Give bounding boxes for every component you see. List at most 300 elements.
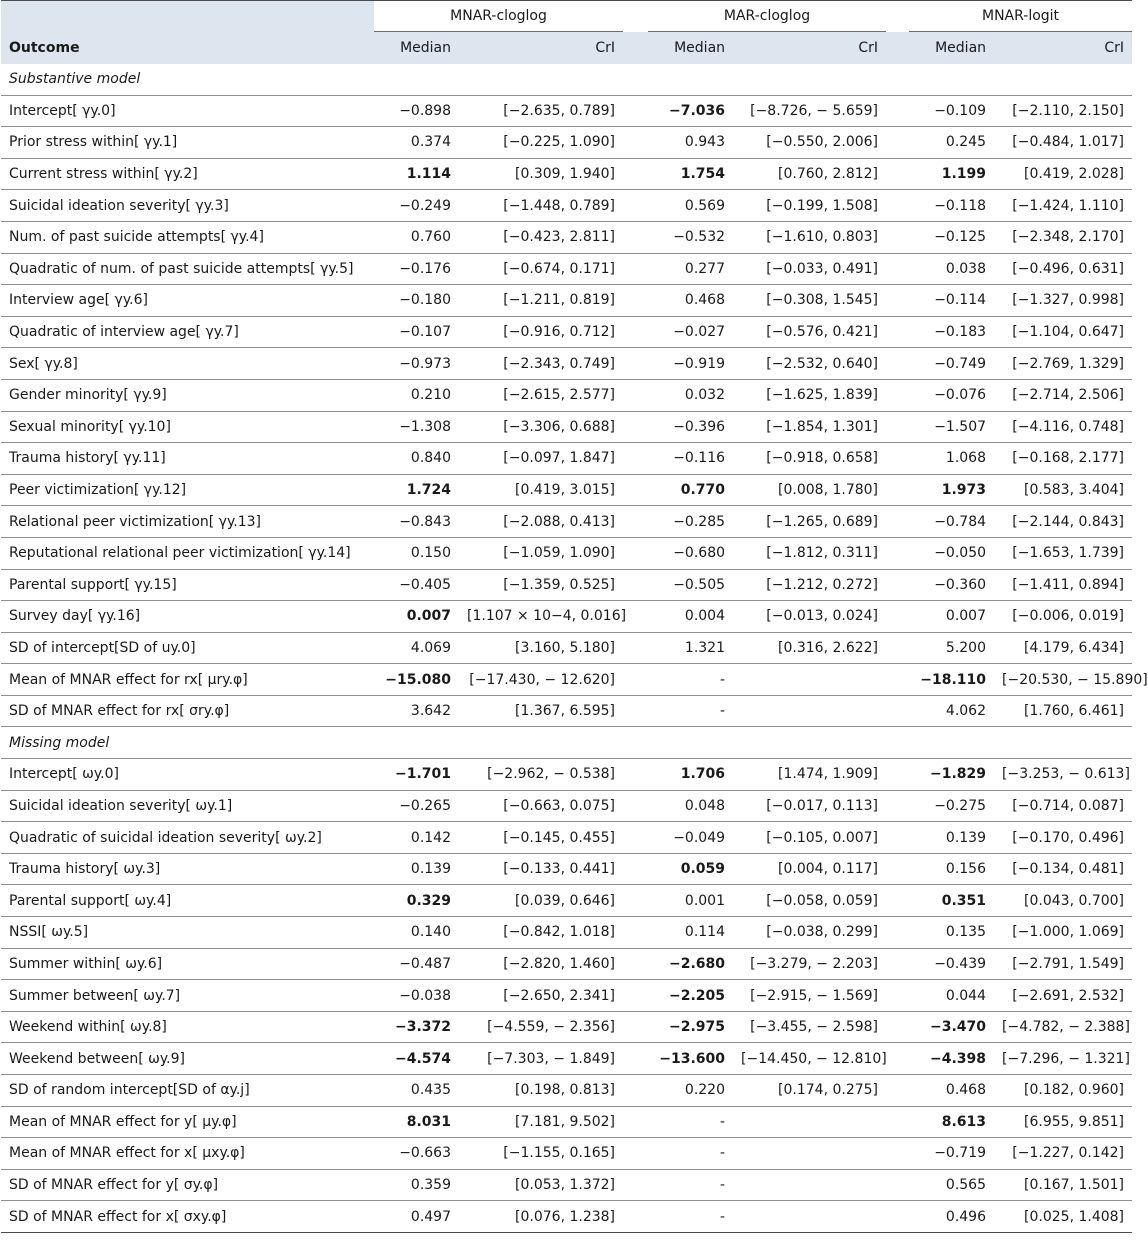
credible-interval: [0.419, 3.015] bbox=[515, 482, 616, 499]
median-value: −0.680 bbox=[673, 545, 726, 562]
parameter-label: NSSI[ ωy.5] bbox=[9, 924, 89, 941]
section-title: Substantive model bbox=[9, 71, 141, 88]
median-value: 0.139 bbox=[410, 861, 451, 878]
parameter-label: SD of MNAR effect for rx[ σry.φ] bbox=[9, 703, 230, 720]
column-spacer bbox=[623, 1169, 648, 1201]
parameter-label: Weekend within[ ωy.8] bbox=[9, 1019, 167, 1036]
column-spacer bbox=[623, 1138, 648, 1170]
credible-interval: [0.076, 1.238] bbox=[515, 1208, 616, 1225]
median-value: 1.321 bbox=[684, 639, 726, 656]
table-row bbox=[1, 695, 1132, 727]
median-value: 0.468 bbox=[684, 292, 726, 309]
credible-interval: [4.179, 6.434] bbox=[1024, 639, 1125, 656]
credible-interval: [−20.530, − 15.890] bbox=[1002, 671, 1148, 688]
credible-interval: [1.107 × 10−4, 0.016] bbox=[467, 608, 627, 625]
credible-interval: [0.309, 1.940] bbox=[515, 166, 616, 183]
column-spacer bbox=[886, 790, 909, 822]
median-value: 0.140 bbox=[410, 924, 451, 941]
parameter-label: Suicidal ideation severity[ γy.3] bbox=[9, 197, 229, 214]
credible-interval: [0.025, 1.408] bbox=[1024, 1208, 1125, 1225]
credible-interval: [−0.308, 1.545] bbox=[766, 292, 879, 309]
median-value: −0.265 bbox=[399, 797, 451, 814]
credible-interval: [−0.714, 0.087] bbox=[1012, 797, 1125, 814]
median-value: 5.200 bbox=[945, 639, 987, 656]
column-spacer bbox=[886, 1138, 909, 1170]
credible-interval: [−1.155, 0.165] bbox=[503, 1145, 616, 1162]
credible-interval: [−0.006, 0.019] bbox=[1012, 608, 1125, 625]
table-row bbox=[1, 1043, 1132, 1075]
median-value: 0.114 bbox=[684, 924, 726, 941]
credible-interval: [−0.496, 0.631] bbox=[1012, 260, 1125, 277]
credible-interval: [−2.635, 0.789] bbox=[503, 102, 616, 119]
column-spacer bbox=[623, 190, 648, 222]
table-row bbox=[1, 1075, 1132, 1107]
column-spacer bbox=[623, 917, 648, 949]
column-spacer bbox=[623, 1201, 648, 1233]
median-value: 0.496 bbox=[945, 1208, 987, 1225]
median-value: −3.470 bbox=[930, 1019, 987, 1036]
column-spacer bbox=[623, 1106, 648, 1138]
credible-interval: [−2.820, 1.460] bbox=[503, 955, 616, 972]
credible-interval: [−1.212, 0.272] bbox=[766, 576, 879, 593]
median-value: −0.038 bbox=[399, 987, 451, 1004]
credible-interval: [−7.303, − 1.849] bbox=[487, 1050, 616, 1067]
credible-interval: [−4.116, 0.748] bbox=[1012, 418, 1125, 435]
median-value: −0.118 bbox=[934, 197, 987, 214]
median-value: 0.760 bbox=[410, 229, 451, 246]
credible-interval: [0.316, 2.622] bbox=[778, 639, 879, 656]
credible-interval: [−3.455, − 2.598] bbox=[750, 1019, 879, 1036]
credible-interval: [0.583, 3.404] bbox=[1024, 482, 1125, 499]
column-spacer bbox=[623, 95, 648, 127]
column-spacer bbox=[886, 822, 909, 854]
parameter-label: Trauma history[ γy.11] bbox=[9, 450, 166, 467]
column-spacer bbox=[886, 158, 909, 190]
median-value: 8.031 bbox=[406, 1113, 451, 1130]
credible-interval bbox=[733, 1106, 886, 1138]
column-spacer bbox=[886, 664, 909, 696]
credible-interval: [3.160, 5.180] bbox=[515, 639, 616, 656]
parameter-label: Parental support[ γy.15] bbox=[9, 576, 177, 593]
median-value: 1.754 bbox=[680, 166, 726, 183]
median-value: −0.116 bbox=[673, 450, 726, 467]
median-value: 0.569 bbox=[684, 197, 726, 214]
table-row bbox=[1, 1011, 1132, 1043]
credible-interval: [0.182, 0.960] bbox=[1024, 1082, 1125, 1099]
credible-interval bbox=[733, 664, 886, 696]
median-value: −0.285 bbox=[673, 513, 726, 530]
parameter-label: Quadratic of num. of past suicide attempts[ γy.5] bbox=[9, 260, 354, 277]
credible-interval: [−1.424, 1.110] bbox=[1012, 197, 1125, 214]
column-spacer bbox=[886, 221, 909, 253]
column-spacer bbox=[886, 885, 909, 917]
median-value: - bbox=[719, 1145, 726, 1162]
table-row bbox=[1, 790, 1132, 822]
median-value: 0.435 bbox=[410, 1082, 451, 1099]
section-title: Missing model bbox=[9, 734, 110, 751]
median-value: - bbox=[719, 1113, 726, 1130]
median-value: −1.829 bbox=[930, 766, 987, 783]
credible-interval: [−0.423, 2.811] bbox=[503, 229, 616, 246]
median-value: 1.724 bbox=[406, 482, 451, 499]
column-spacer bbox=[886, 759, 909, 791]
credible-interval: [−1.653, 1.739] bbox=[1012, 545, 1125, 562]
column-spacer bbox=[886, 1169, 909, 1201]
column-spacer bbox=[623, 632, 648, 664]
median-value: −4.574 bbox=[394, 1050, 451, 1067]
median-value: 0.001 bbox=[684, 892, 726, 909]
column-spacer bbox=[886, 1075, 909, 1107]
median-value: −1.308 bbox=[399, 418, 451, 435]
credible-interval: [−0.017, 0.113] bbox=[766, 797, 879, 814]
credible-interval: [−0.038, 0.299] bbox=[766, 924, 879, 941]
credible-interval: [−0.133, 0.441] bbox=[503, 861, 616, 878]
table-row bbox=[1, 158, 1132, 190]
parameter-label: Gender minority[ γy.9] bbox=[9, 387, 167, 404]
median-value: −0.050 bbox=[934, 545, 987, 562]
credible-interval: [−0.033, 0.491] bbox=[766, 260, 879, 277]
credible-interval: [−0.097, 1.847] bbox=[503, 450, 616, 467]
column-spacer bbox=[886, 443, 909, 475]
median-value: −4.398 bbox=[930, 1050, 987, 1067]
parameter-label: Summer between[ ωy.7] bbox=[9, 987, 181, 1004]
parameter-label: Peer victimization[ γy.12] bbox=[9, 482, 187, 499]
column-spacer bbox=[623, 537, 648, 569]
credible-interval bbox=[733, 695, 886, 727]
column-spacer bbox=[886, 127, 909, 159]
column-spacer bbox=[623, 664, 648, 696]
credible-interval: [−1.610, 0.803] bbox=[766, 229, 879, 246]
column-spacer bbox=[623, 285, 648, 317]
median-value: −2.205 bbox=[669, 987, 726, 1004]
column-spacer bbox=[623, 1043, 648, 1075]
median-value: 0.277 bbox=[684, 260, 726, 277]
median-value: - bbox=[719, 1177, 726, 1194]
column-spacer bbox=[623, 474, 648, 506]
credible-interval: [−0.225, 1.090] bbox=[503, 134, 616, 151]
credible-interval: [−1.265, 0.689] bbox=[766, 513, 879, 530]
credible-interval: [0.008, 1.780] bbox=[778, 482, 879, 499]
column-spacer bbox=[623, 948, 648, 980]
median-value: −18.110 bbox=[920, 671, 987, 688]
parameter-label: Mean of MNAR effect for x[ μxy.φ] bbox=[9, 1145, 245, 1162]
median-value: 0.059 bbox=[680, 861, 726, 878]
median-value: −0.898 bbox=[399, 102, 451, 119]
median-value: −0.076 bbox=[934, 387, 987, 404]
column-spacer bbox=[886, 190, 909, 222]
median-value: 4.069 bbox=[410, 639, 451, 656]
median-value: 0.007 bbox=[945, 608, 987, 625]
column-spacer bbox=[623, 127, 648, 159]
median-value: 0.770 bbox=[680, 482, 726, 499]
parameter-label: Interview age[ γy.6] bbox=[9, 292, 148, 309]
credible-interval: [0.419, 2.028] bbox=[1024, 166, 1125, 183]
table-row bbox=[1, 537, 1132, 569]
column-spacer bbox=[623, 853, 648, 885]
column-spacer bbox=[886, 316, 909, 348]
column-spacer bbox=[623, 348, 648, 380]
table-row bbox=[1, 1169, 1132, 1201]
median-column-header: Median bbox=[935, 39, 987, 56]
column-spacer bbox=[886, 95, 909, 127]
credible-interval: [−3.306, 0.688] bbox=[503, 418, 616, 435]
median-value: −0.176 bbox=[399, 260, 451, 277]
parameter-label: Reputational relational peer victimization[ γy.14] bbox=[9, 545, 351, 562]
table-row bbox=[1, 221, 1132, 253]
column-spacer bbox=[886, 695, 909, 727]
credible-interval: [−2.110, 2.150] bbox=[1012, 102, 1125, 119]
median-value: 0.497 bbox=[410, 1208, 451, 1225]
credible-interval: [−2.714, 2.506] bbox=[1012, 387, 1125, 404]
median-value: 0.038 bbox=[945, 260, 987, 277]
credible-interval: [−0.842, 1.018] bbox=[503, 924, 616, 941]
median-value: 0.150 bbox=[410, 545, 451, 562]
median-value: 0.351 bbox=[941, 892, 987, 909]
table-row bbox=[1, 1201, 1132, 1233]
parameter-label: Weekend between[ ωy.9] bbox=[9, 1050, 185, 1067]
median-value: 0.220 bbox=[684, 1082, 726, 1099]
column-spacer bbox=[886, 569, 909, 601]
credible-interval: [−0.674, 0.171] bbox=[503, 260, 616, 277]
median-value: −0.405 bbox=[399, 576, 451, 593]
median-value: 0.156 bbox=[945, 861, 987, 878]
median-value: 0.468 bbox=[945, 1082, 987, 1099]
median-value: −0.396 bbox=[673, 418, 726, 435]
credible-interval: [7.181, 9.502] bbox=[515, 1113, 616, 1130]
median-value: 0.359 bbox=[410, 1177, 451, 1194]
credible-interval: [−2.144, 0.843] bbox=[1012, 513, 1125, 530]
credible-interval: [−0.576, 0.421] bbox=[766, 324, 879, 341]
median-value: 0.374 bbox=[410, 134, 451, 151]
median-value: 0.044 bbox=[945, 987, 987, 1004]
median-value: 0.032 bbox=[684, 387, 726, 404]
credible-interval: [−7.296, − 1.321] bbox=[1002, 1050, 1130, 1067]
parameter-label: SD of random intercept[SD of αy.j] bbox=[9, 1082, 250, 1099]
table-row bbox=[1, 411, 1132, 443]
median-value: −0.114 bbox=[934, 292, 987, 309]
column-spacer bbox=[623, 316, 648, 348]
table-row bbox=[1, 316, 1132, 348]
median-value: 1.706 bbox=[680, 766, 726, 783]
table-row bbox=[1, 853, 1132, 885]
table-row bbox=[1, 917, 1132, 949]
median-value: 0.245 bbox=[945, 134, 987, 151]
table-row bbox=[1, 285, 1132, 317]
credible-interval: [−1.854, 1.301] bbox=[766, 418, 879, 435]
median-value: 1.114 bbox=[406, 166, 451, 183]
group-spacer bbox=[886, 1, 909, 32]
median-value: −1.507 bbox=[934, 418, 987, 435]
credible-interval: [−2.962, − 0.538] bbox=[487, 766, 616, 783]
median-value: −0.843 bbox=[399, 513, 451, 530]
median-value: 1.068 bbox=[945, 450, 987, 467]
credible-interval: [1.760, 6.461] bbox=[1024, 703, 1125, 720]
column-header-row bbox=[1, 32, 1132, 64]
parameter-label: Survey day[ γy.16] bbox=[9, 608, 141, 625]
column-spacer bbox=[623, 253, 648, 285]
parameter-label: Relational peer victimization[ γy.13] bbox=[9, 513, 261, 530]
column-spacer bbox=[623, 790, 648, 822]
median-value: −2.680 bbox=[669, 955, 726, 972]
credible-interval: [−2.650, 2.341] bbox=[503, 987, 616, 1004]
credible-interval: [−0.013, 0.024] bbox=[766, 608, 879, 625]
median-value: 0.840 bbox=[410, 450, 451, 467]
table-row bbox=[1, 885, 1132, 917]
median-value: −0.027 bbox=[673, 324, 726, 341]
outcome-column-header: Outcome bbox=[9, 39, 80, 56]
median-value: −0.439 bbox=[934, 955, 987, 972]
credible-interval: [0.760, 2.812] bbox=[778, 166, 879, 183]
median-value: −0.532 bbox=[673, 229, 726, 246]
parameter-label: Intercept[ ωy.0] bbox=[9, 766, 119, 783]
credible-interval: [−4.782, − 2.388] bbox=[1002, 1019, 1130, 1036]
median-value: 0.565 bbox=[945, 1177, 987, 1194]
median-value: −0.125 bbox=[934, 229, 987, 246]
parameter-label: Sexual minority[ γy.10] bbox=[9, 418, 171, 435]
table-row bbox=[1, 127, 1132, 159]
median-column-header: Median bbox=[674, 39, 726, 56]
column-spacer bbox=[623, 379, 648, 411]
parameter-label: Trauma history[ ωy.3] bbox=[9, 861, 161, 878]
credible-interval: [−0.168, 2.177] bbox=[1012, 450, 1125, 467]
column-spacer bbox=[886, 980, 909, 1012]
table-row bbox=[1, 632, 1132, 664]
credible-interval bbox=[733, 1201, 886, 1233]
column-spacer bbox=[886, 253, 909, 285]
parameter-label: SD of MNAR effect for x[ σxy.φ] bbox=[9, 1208, 227, 1225]
table-row bbox=[1, 379, 1132, 411]
group-spacer bbox=[623, 1, 648, 32]
parameter-label: Intercept[ γy.0] bbox=[9, 102, 116, 119]
median-value: 0.329 bbox=[406, 892, 451, 909]
median-value: 0.135 bbox=[945, 924, 987, 941]
median-value: 0.048 bbox=[684, 797, 726, 814]
parameter-label: Quadratic of interview age[ γy.7] bbox=[9, 324, 239, 341]
median-value: −0.275 bbox=[934, 797, 987, 814]
credible-interval: [−0.105, 0.007] bbox=[766, 829, 879, 846]
column-spacer bbox=[886, 379, 909, 411]
table-row bbox=[1, 506, 1132, 538]
column-spacer bbox=[886, 285, 909, 317]
credible-interval: [−0.134, 0.481] bbox=[1012, 861, 1125, 878]
table-row bbox=[1, 1106, 1132, 1138]
median-value: 0.139 bbox=[945, 829, 987, 846]
column-spacer bbox=[623, 695, 648, 727]
column-spacer bbox=[886, 1043, 909, 1075]
crl-column-header: CrI bbox=[1104, 39, 1125, 56]
credible-interval: [−17.430, − 12.620] bbox=[469, 671, 616, 688]
median-value: 0.004 bbox=[684, 608, 726, 625]
median-value: - bbox=[719, 1208, 726, 1225]
credible-interval bbox=[733, 1169, 886, 1201]
parameter-label: Mean of MNAR effect for y[ μy.φ] bbox=[9, 1113, 237, 1130]
credible-interval: [0.174, 0.275] bbox=[778, 1082, 879, 1099]
section-header-row bbox=[1, 727, 1132, 759]
median-value: −0.919 bbox=[673, 355, 726, 372]
credible-interval: [−2.343, 0.749] bbox=[503, 355, 616, 372]
median-value: 8.613 bbox=[941, 1113, 987, 1130]
credible-interval: [−8.726, − 5.659] bbox=[750, 102, 879, 119]
model-group-header-row bbox=[1, 1, 1132, 32]
group-label: MAR-cloglog bbox=[723, 8, 811, 25]
credible-interval: [0.043, 0.700] bbox=[1024, 892, 1125, 909]
credible-interval: [−2.615, 2.577] bbox=[503, 387, 616, 404]
credible-interval: [−1.359, 0.525] bbox=[503, 576, 616, 593]
median-value: −0.107 bbox=[399, 324, 451, 341]
table-row bbox=[1, 822, 1132, 854]
column-spacer bbox=[886, 506, 909, 538]
column-spacer bbox=[886, 474, 909, 506]
table-row bbox=[1, 253, 1132, 285]
column-spacer bbox=[623, 443, 648, 475]
median-value: −0.487 bbox=[399, 955, 451, 972]
credible-interval: [−2.915, − 1.569] bbox=[750, 987, 879, 1004]
credible-interval: [−2.769, 1.329] bbox=[1012, 355, 1125, 372]
column-spacer bbox=[886, 917, 909, 949]
table-row bbox=[1, 980, 1132, 1012]
credible-interval: [−0.484, 1.017] bbox=[1012, 134, 1125, 151]
parameter-label: Prior stress within[ γy.1] bbox=[9, 134, 178, 151]
credible-interval: [−1.327, 0.998] bbox=[1012, 292, 1125, 309]
column-spacer bbox=[623, 759, 648, 791]
table-row bbox=[1, 759, 1132, 791]
median-value: 0.142 bbox=[410, 829, 451, 846]
parameter-label: Quadratic of suicidal ideation severity[ ωy.2] bbox=[9, 829, 322, 846]
parameter-label: Mean of MNAR effect for rx[ μry.φ] bbox=[9, 671, 248, 688]
parameter-label: SD of MNAR effect for y[ σy.φ] bbox=[9, 1177, 219, 1194]
credible-interval: [−2.691, 2.532] bbox=[1012, 987, 1125, 1004]
table-body bbox=[1, 64, 1148, 1233]
credible-interval: [−3.253, − 0.613] bbox=[1002, 766, 1130, 783]
column-spacer bbox=[623, 506, 648, 538]
credible-interval: [−1.059, 1.090] bbox=[503, 545, 616, 562]
section-header-row bbox=[1, 64, 1132, 96]
median-value: −0.249 bbox=[399, 197, 451, 214]
credible-interval: [−1.448, 0.789] bbox=[503, 197, 616, 214]
table-row bbox=[1, 443, 1132, 475]
credible-interval: [−0.058, 0.059] bbox=[766, 892, 879, 909]
column-spacer bbox=[623, 158, 648, 190]
credible-interval: [0.004, 0.117] bbox=[778, 861, 879, 878]
column-spacer bbox=[623, 822, 648, 854]
credible-interval: [−14.450, − 12.810] bbox=[741, 1050, 887, 1067]
median-value: −0.663 bbox=[399, 1145, 451, 1162]
column-spacer bbox=[623, 569, 648, 601]
median-value: −0.749 bbox=[934, 355, 987, 372]
median-value: −0.183 bbox=[934, 324, 987, 341]
column-spacer bbox=[623, 980, 648, 1012]
credible-interval: [−0.170, 0.496] bbox=[1012, 829, 1125, 846]
credible-interval: [−0.145, 0.455] bbox=[503, 829, 616, 846]
credible-interval: [−0.550, 2.006] bbox=[766, 134, 879, 151]
table-row bbox=[1, 948, 1132, 980]
credible-interval: [−0.916, 0.712] bbox=[503, 324, 616, 341]
group-header-mar-cloglog bbox=[648, 1, 886, 32]
column-spacer bbox=[886, 853, 909, 885]
credible-interval bbox=[733, 1138, 886, 1170]
median-value: −15.080 bbox=[385, 671, 451, 688]
table-row bbox=[1, 664, 1132, 696]
credible-interval: [0.039, 0.646] bbox=[515, 892, 616, 909]
median-value: 0.943 bbox=[684, 134, 726, 151]
results-table bbox=[1, 0, 1148, 1233]
median-value: 0.210 bbox=[410, 387, 451, 404]
median-value: −1.701 bbox=[394, 766, 451, 783]
median-value: - bbox=[719, 671, 726, 688]
credible-interval: [6.955, 9.851] bbox=[1024, 1113, 1125, 1130]
column-spacer bbox=[886, 1106, 909, 1138]
median-value: −0.180 bbox=[399, 292, 451, 309]
